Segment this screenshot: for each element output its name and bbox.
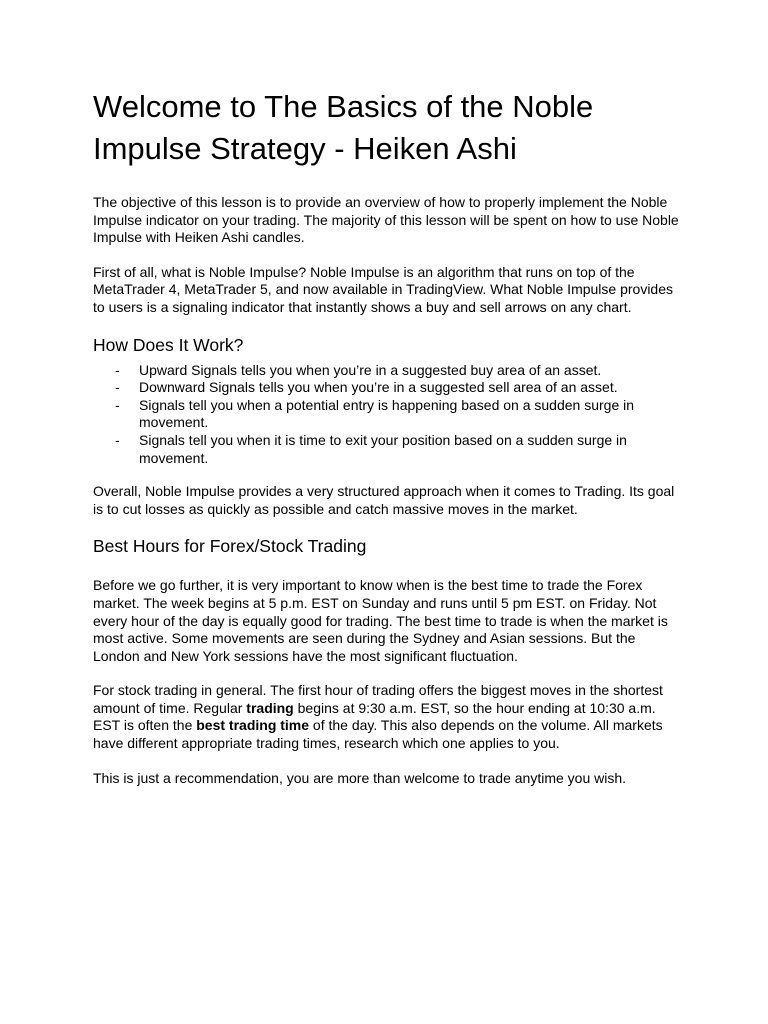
list-item bbox=[93, 432, 683, 467]
list-item-text: Signals tell you when it is time to exit your position based on a sudden surge in movement. bbox=[139, 431, 627, 466]
intro-paragraph-1: The objective of this lesson is to provide an overview of how to properly implement the Noble Impulse indicator on your trading. The majority of this lesson will be spent on how to use Noble Impulse with Heiken Ashi candles. bbox=[93, 194, 679, 246]
bullet-dash: - bbox=[115, 361, 120, 378]
document-page bbox=[93, 86, 683, 804]
summary-paragraph: Overall, Noble Impulse provides a very structured approach when it comes to Trading. Its goal is to cut losses as quickly as possible and catch massive moves in the market. bbox=[93, 483, 675, 517]
bold-text-best-trading-time: best trading time bbox=[196, 717, 310, 734]
best-hours-heading: Best Hours for Forex/Stock Trading bbox=[93, 536, 367, 557]
bullet-dash: - bbox=[115, 431, 120, 448]
bold-text-trading: trading bbox=[246, 699, 294, 716]
list-item-text: Upward Signals tells you when you’re in a suggested buy area of an asset. bbox=[139, 361, 602, 378]
recommendation-paragraph: This is just a recommendation, you are more than welcome to trade anytime you wish. bbox=[93, 769, 627, 786]
forex-hours-paragraph: Before we go further, it is very important to know when is the best time to trade the Forex market. The week begins at 5 p.m. EST on Sunday and runs until 5 pm EST. on Friday. Not every hour of the day is equally good for trading. The best time to trade is when the market is most active. Some movements are seen during the Sydney and Asian sessions. But the London and New York sessions have the most significant fluctuation. bbox=[93, 577, 668, 664]
list-item-text: Downward Signals tells you when you’re in a suggested sell area of an asset. bbox=[139, 379, 618, 396]
text-run: begins at 9:30 a.m. EST, so the hour ending at 10:30 a.m. EST is often the bbox=[93, 699, 656, 734]
intro-paragraph-2: First of all, what is Noble Impulse? Noble Impulse is an algorithm that runs on top of the MetaTrader 4, MetaTrader 5, and now available in TradingView. What Noble Impulse provides to users is a signaling indicator that instantly shows a buy and sell arrows on any chart. bbox=[93, 263, 674, 315]
list-item bbox=[93, 362, 683, 380]
list-item-text: Signals tell you when a potential entry is happening based on a sudden surge in movement. bbox=[139, 396, 635, 431]
stock-hours-paragraph bbox=[93, 682, 683, 752]
how-it-works-list bbox=[93, 362, 683, 468]
text-run: For stock trading in general. The first hour of trading offers the biggest moves in the shortest amount of time. Regular bbox=[93, 682, 663, 716]
list-item bbox=[93, 379, 683, 397]
list-item bbox=[93, 397, 683, 432]
page-title: Welcome to The Basics of the Noble Impulse Strategy - Heiken Ashi bbox=[93, 89, 594, 166]
bullet-dash: - bbox=[115, 379, 120, 396]
text-run: of the day. This also depends on the volume. All markets have different appropriate trading times, research which one applies to you. bbox=[93, 717, 663, 752]
how-it-works-heading: How Does It Work? bbox=[93, 334, 244, 355]
bullet-dash: - bbox=[115, 396, 120, 413]
